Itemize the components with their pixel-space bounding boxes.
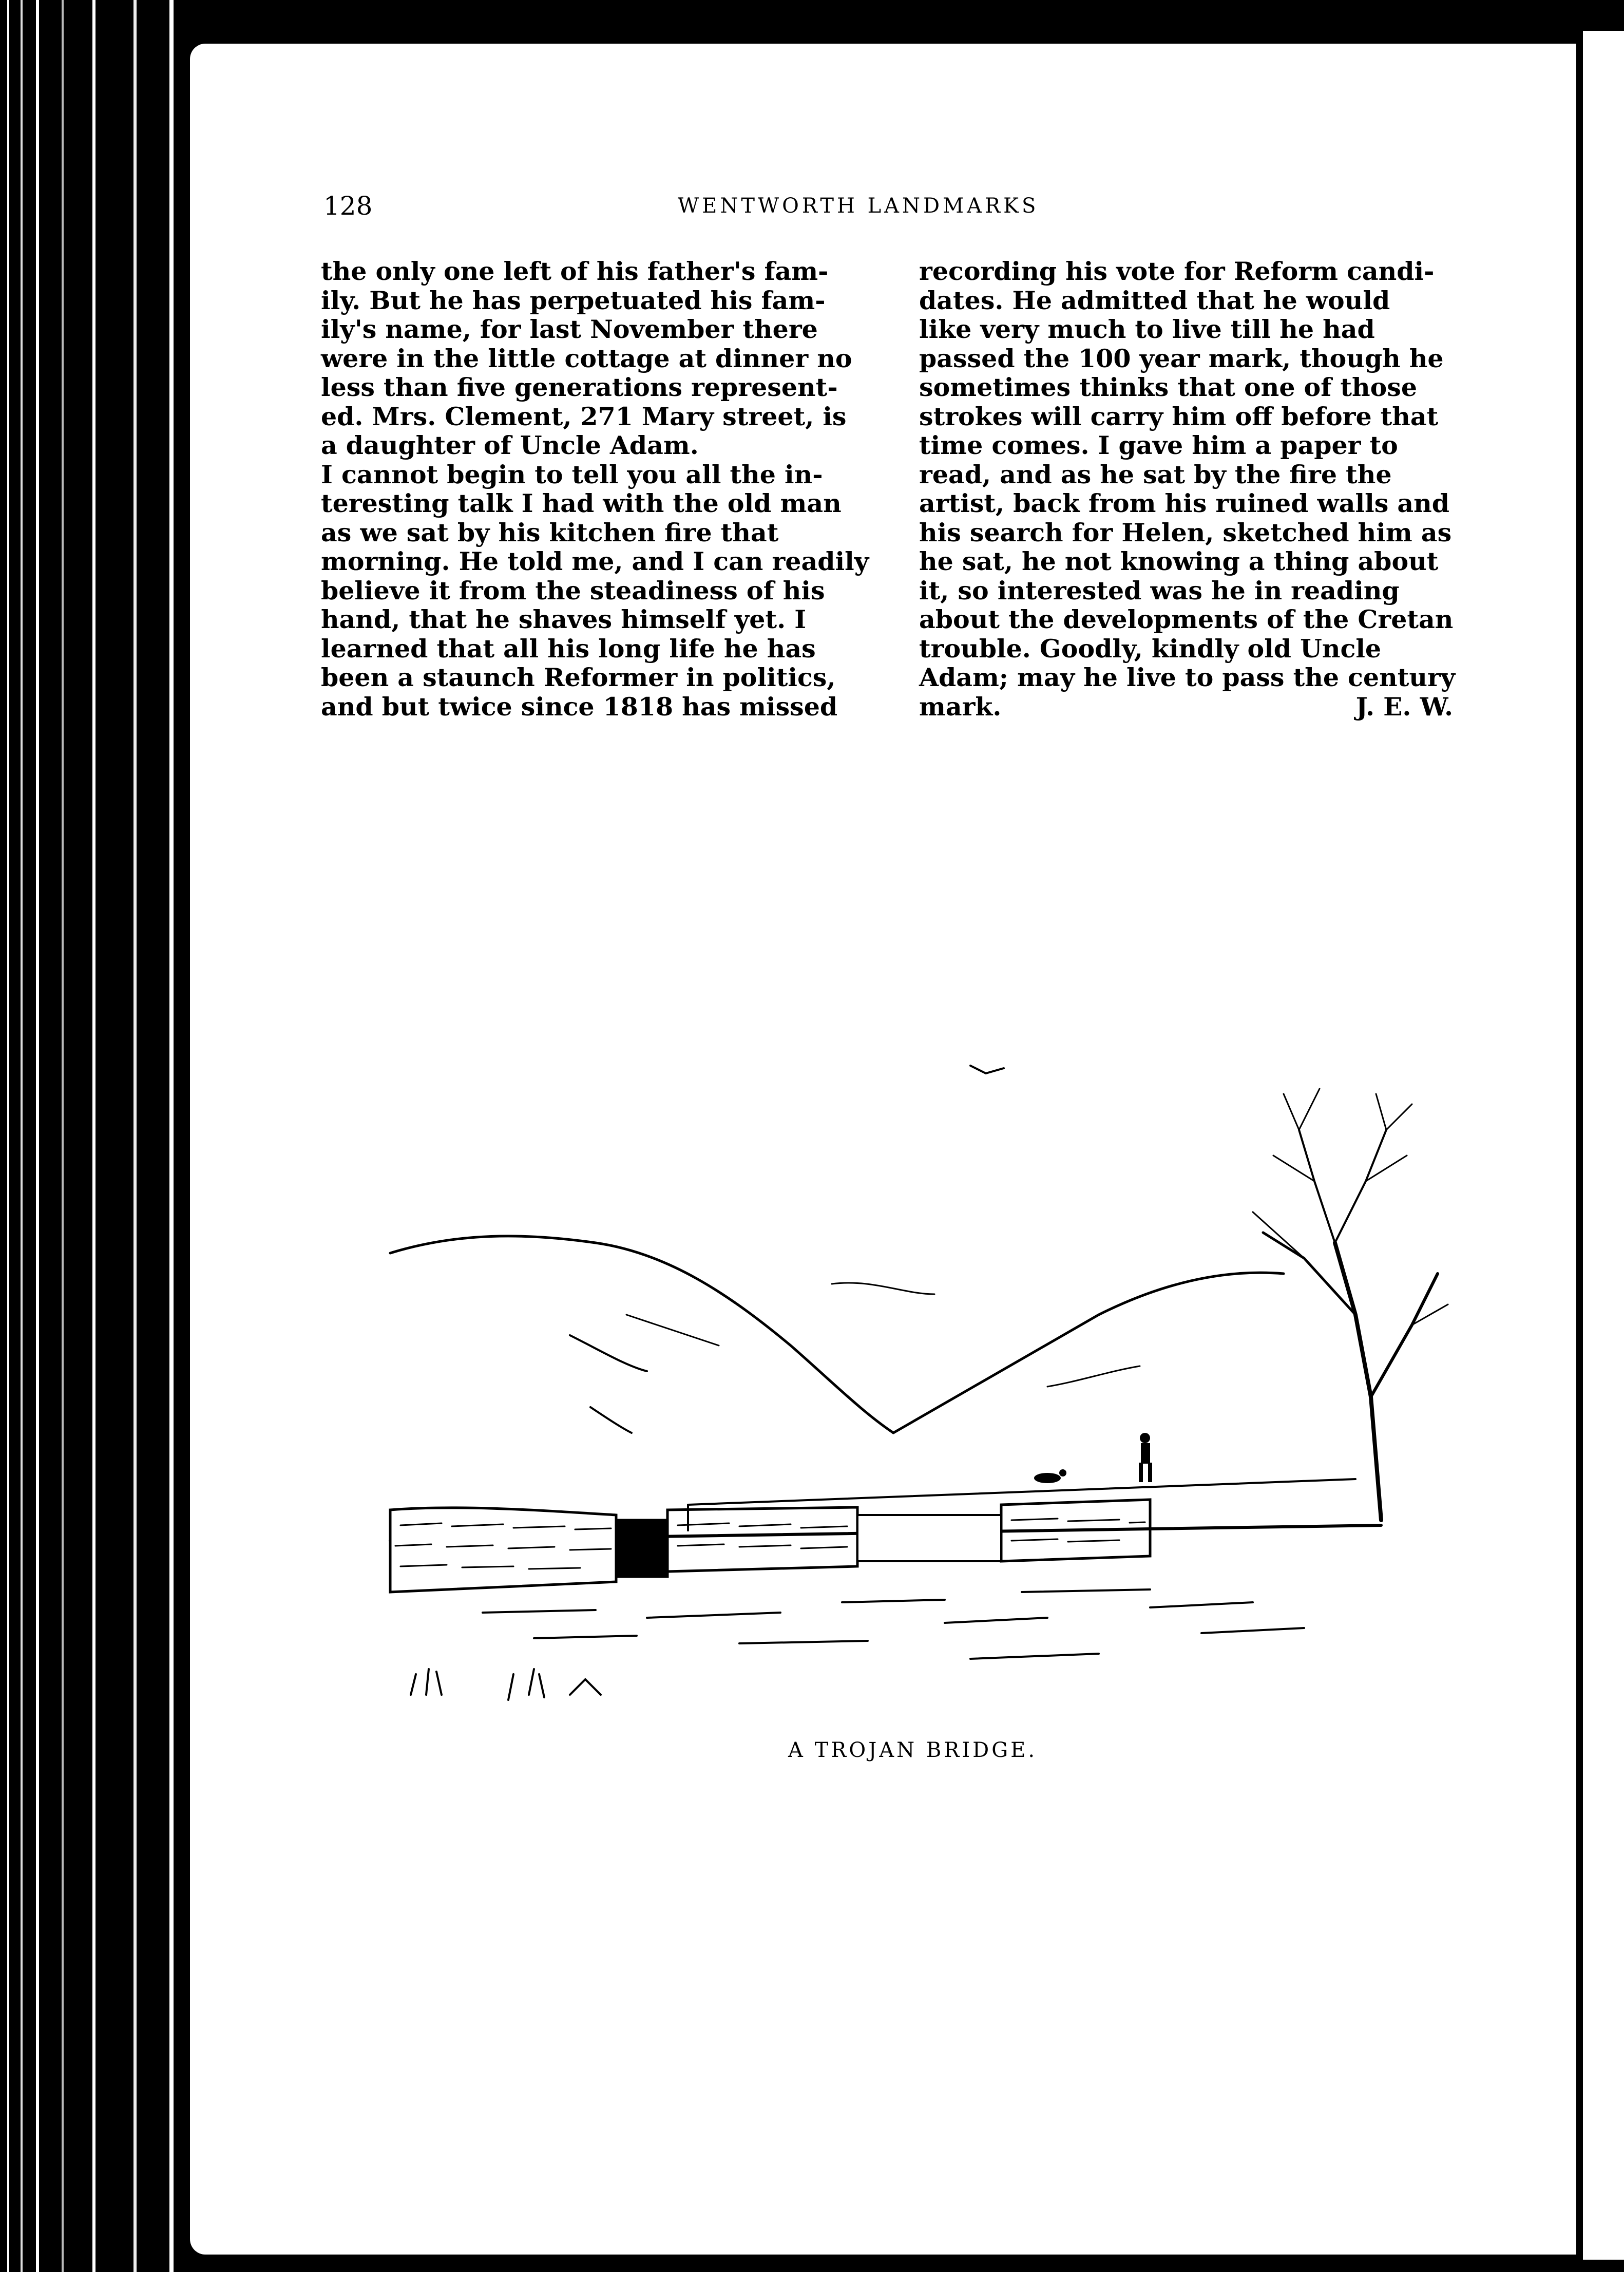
running-head: WENTWORTH LANDMARKS xyxy=(678,194,1039,218)
illustration-caption: A TROJAN BRIDGE. xyxy=(788,1738,1038,1762)
right-text-column xyxy=(919,257,1474,722)
left-paragraph-1: the only one left of his father's fam- ily. But he has perpetuated his fam- ily's name, for last November there were in the little cottage at dinner no less than five generations represent- ed. Mrs. Clement, 271 Mary street, is a daughter of Uncle Adam. xyxy=(321,256,852,460)
page-header xyxy=(323,191,1494,222)
author-signature: J. E. W. xyxy=(1355,692,1453,722)
book-binding-edge xyxy=(0,0,195,2272)
right-paragraph-1: recording his vote for Reform candi- dates. He admitted that he would like very much to live till he had passed the 100 year mark, though he sometimes thinks that one of those strokes will carry him off before that time comes. I gave him a paper to read, and as he sat by the fire the artist, back from his ruined walls and his search for Helen, sketched him as he sat, he not knowing a thing about it, so interested was he in reading about the developments of the Cretan trouble. Goodly, kindly old Uncle Adam; may he live to pass the century mark. xyxy=(919,256,1456,722)
trojan-bridge-drawing xyxy=(380,1027,1453,1746)
page-number: 128 xyxy=(323,191,373,221)
next-page-edge xyxy=(1576,31,1624,2260)
bridge-illustration xyxy=(380,1027,1453,1746)
left-text-column xyxy=(321,257,875,721)
left-paragraph-2: I cannot begin to tell you all the in- teresting talk I had with the old man as we sat by his kitchen fire that morning. He told me, and I can readily believe it from the steadiness of his hand, that he shaves himself yet. I learned that all his long life he has been a staunch Reformer in politics, and but twice since 1818 has missed xyxy=(321,459,869,722)
